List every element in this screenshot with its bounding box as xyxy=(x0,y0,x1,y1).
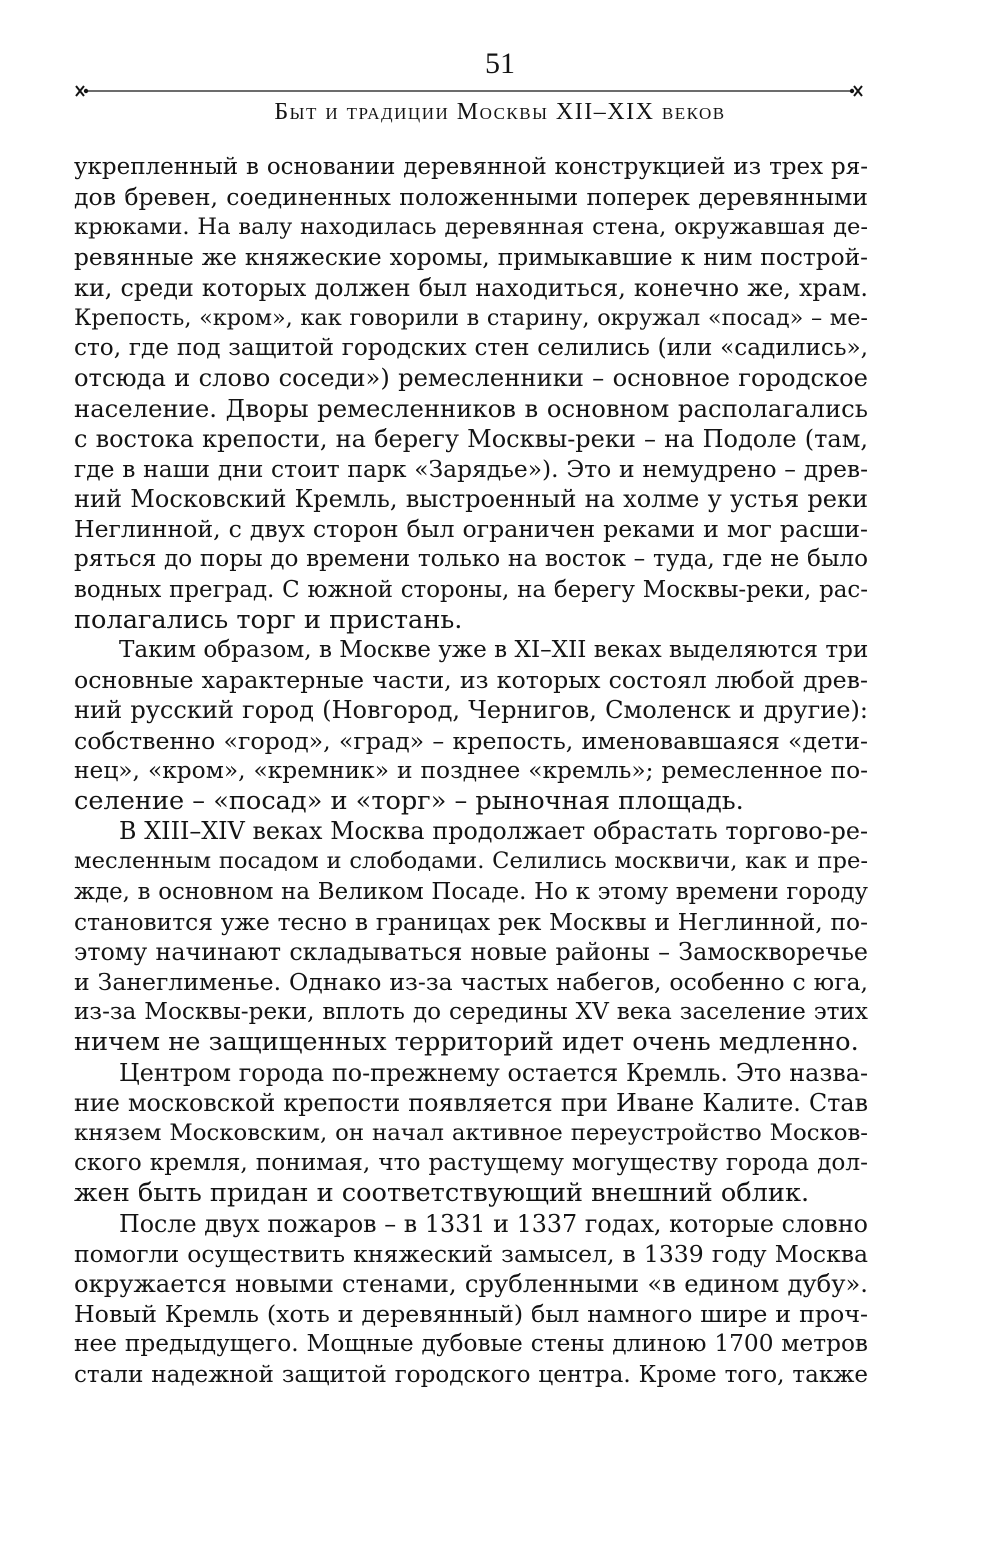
text-line: князем Московским, он начал активное переустройство Москов- xyxy=(74,1120,868,1146)
text-line: Неглинной, с двух сторон был ограничен реками и мог расши- xyxy=(74,515,868,544)
text-line: ряться до поры до времени только на восток – туда, где не было xyxy=(74,546,868,573)
text-line: отсюда и слово соседи») ремесленники – основное городское xyxy=(74,364,868,393)
running-head: Быт и традиции Москвы XII–XIX веков xyxy=(274,99,726,125)
text-line: где в наши дни стоит парк «Зарядье»). Это и немудрено – древ- xyxy=(74,454,868,483)
text-line: ние московской крепости появляется при Иване Калите. Став xyxy=(74,1088,868,1117)
text-line: ки, среди которых должен был находиться, конечно же, храм. xyxy=(74,273,868,302)
right-flourish-icon xyxy=(850,86,862,96)
text-line: полагались торг и пристань. xyxy=(74,604,463,635)
text-line: ревянные же княжеские хоромы, примыкавшие к ним построй- xyxy=(74,243,868,271)
text-line: ничем не защищенных территорий идет очень медленно. xyxy=(74,1027,859,1058)
text-line: жде, в основном на Великом Посаде. Но к этому времени городу xyxy=(74,878,868,905)
text-line: ний Московский Кремль, выстроенный на холме у устья реки xyxy=(74,485,868,514)
text-line: собственно «город», «град» – крепость, именовавшаяся «дети- xyxy=(74,726,868,755)
text-line: помогли осуществить княжеский замысел, в 1339 году Москва xyxy=(74,1239,868,1268)
text-line: с востока крепости, на берегу Москвы-реки – на Подоле (там, xyxy=(74,424,868,453)
page-number: 51 xyxy=(485,47,515,80)
text-line: из-за Москвы-реки, вплоть до середины XV века заселение этих xyxy=(74,999,868,1026)
text-line: этому начинают складываться новые районы – Замоскворечье xyxy=(74,937,868,966)
text-line: укрепленный в основании деревянной конструкцией из трех ря- xyxy=(74,154,868,180)
left-flourish-icon xyxy=(76,86,88,96)
text-line: Новый Кремль (хоть и деревянный) был намного шире и проч- xyxy=(74,1300,868,1329)
text-line: Крепость, «кром», как говорили в старину, окружал «посад» – ме- xyxy=(74,304,868,331)
text-line: селение – «посад» и «торг» – рыночная площадь. xyxy=(74,785,744,816)
text-line: основные характерные части, из которых состоял любой древ- xyxy=(74,666,868,695)
text-line: Центром города по-прежнему остается Кремль. Это назва- xyxy=(119,1058,868,1087)
text-line: население. Дворы ремесленников в основном располагались xyxy=(74,393,868,423)
body-text xyxy=(74,152,868,1390)
text-line: нец», «кром», «кремник» и позднее «кремль»; ремесленное по- xyxy=(74,756,868,784)
text-line: окружается новыми стенами, срубленными «в едином дубу». xyxy=(74,1269,868,1298)
text-line: стали надежной защитой городского центра. Кроме того, также xyxy=(74,1361,868,1388)
text-line: жен быть придан и соответствующий внешний облик. xyxy=(74,1178,810,1209)
text-line: сто, где под защитой городских стен селились (или «садились», xyxy=(74,335,868,362)
text-line: ний русский город (Новгород, Чернигов, Смоленск и другие): xyxy=(74,696,868,725)
text-line: месленным посадом и слободами. Селились москвичи, как и пре- xyxy=(74,848,868,875)
text-line: В XIII–XIV веках Москва продолжает обрастать торгово-ре- xyxy=(119,817,868,846)
text-line: После двух пожаров – в 1331 и 1337 годах, которые словно xyxy=(119,1209,868,1238)
text-line: становится уже тесно в границах рек Москвы и Неглинной, по- xyxy=(74,907,868,936)
text-line: Таким образом, в Москве уже в XI–XII веках выделяются три xyxy=(119,637,869,663)
text-line: нее предыдущего. Мощные дубовые стены длиною 1700 метров xyxy=(74,1330,868,1358)
text-line: крюками. На валу находилась деревянная стена, окружавшая де- xyxy=(74,214,868,241)
text-line: и Занеглименье. Однако из-за частых набегов, особенно с юга, xyxy=(74,968,868,997)
text-line: дов бревен, соединенных положенными поперек деревянными xyxy=(74,183,868,212)
text-line: ского кремля, понимая, что растущему могуществу города дол- xyxy=(74,1149,868,1177)
text-line: водных преград. С южной стороны, на берегу Москвы-реки, рас- xyxy=(74,576,868,603)
